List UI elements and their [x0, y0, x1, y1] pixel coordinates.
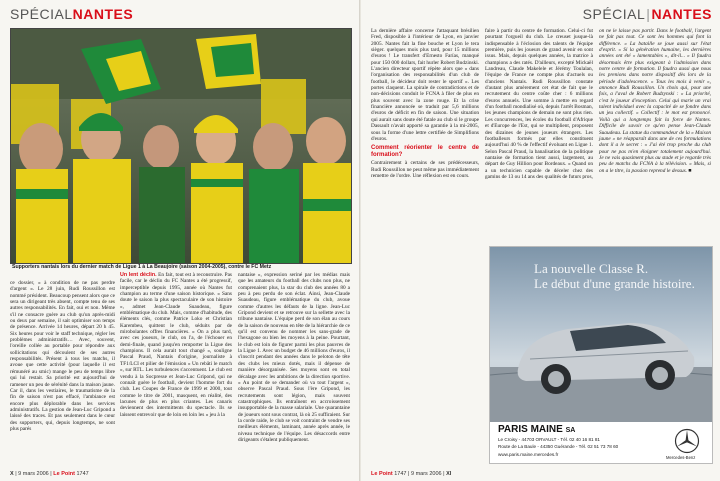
dealer-address-2: Route de La Baule - 44350 Guérande - Tél. 02 51 73 78 60 — [498, 444, 619, 449]
right-column-1 — [371, 28, 479, 179]
right-footer-left: Le Point 1747 | 9 mars 2006 | XI — [371, 471, 452, 477]
dealer-website: www.paris.maine.mercedes.fr — [498, 452, 559, 457]
right-column-3 — [599, 28, 711, 174]
right-column-2 — [485, 28, 593, 180]
right-col3-text: on ne le laisse pas partir. Dans le football, l'argent ne fait pas tout. Ce sont les hommes qui font la différence. » La bataille se joue aussi sur l'état d'esprit. « Si la génération humaine, les dernières années ont été « lamentables », dit-il... « Il faudra désormais être plus exigeant à l'admission dans notre centre de formation. Il faudra aussi que nous les prenions dans notre dispositif dès lors de la période d'adolescence. » Tous les mois à venir », annonce Rudi Roussillon. Un choix qui, pour une fois, a l'aval de Robert Budzynski : « La priorité, c'est le joueur d'exception. Celui qui marie un vrai talent individuel avec la capacité de se fondre dans un jeu collectif. » Collectif : le mot est prononcé. Voilà qui a longtemps fait la force de Nantes. Difficile de savoir ce qu'en pense Jean-Claude Suaudeau. La statue du commandeur de la « Maison jaune » ne réapparaît dans une de ces formulations dont il a le secret : « J'ai été trop proche du club pour ne pas m'en éloigner totalement aujourd'hui. Je ne vais quasiment plus au stade et je regarde très peu de matchs du FCNA à la télévision. » Mais, si on a le titre, la passion reprend le dessus. ■ — [599, 28, 711, 174]
left-page-number: X — [10, 471, 14, 477]
left-col2-paragraph — [120, 272, 232, 418]
ad-image — [490, 247, 712, 422]
left-col2-heading: Un lent déclin. — [120, 272, 157, 278]
ad-dealer-info — [490, 422, 712, 463]
supporters-photo — [10, 28, 352, 264]
brand-label: Mercedes-Benz — [666, 455, 696, 460]
right-col2-text: faire à partir du centre de formation. Celui-ci fut pourtant l'orgueil du club. Le creuset jusque-là indispensable à l'éclosion des talents de l'équipe première, puis les joueurs de grand avenir en sont issus. Mais, depuis quelques années, la matrice à champions a des ratés. D'ailleurs, excepté Mickaël Landreau, Claude Makelele et Jérémy Toulalan, l'équipe de France ne compte plus d'actuels ou d'anciens Nantais. Rudi Roussillon constate d'autant plus amèrement cet état de fait que le recrutement du centre coûte cher : 6 millions d'euros annuels. Une somme à mettre en regard d'un football mondialisé où, depuis l'arrêt Bosman, les jeunes champions de demain ne sont plus rien. Les concurrences, les écoles du football d'Afrique et d'Europe de l'Est, qui se multiplient, proposent des dizaines de jeunes joueurs étrangers. Les footballeurs formés par elles constituent aujourd'hui 40 % de l'effectif évoluant en Ligue 1. Selon Pascal Praud, la banalisation de la politique nantaise de formation tient aussi, largement, au départ de Guy Hillion pour Bordeaux. « Quand on a un technicien capable de déceler chez des gamins de 13 ou 14 ans des qualités de futurs pros, — [485, 28, 593, 180]
ad-title-line1: La nouvelle Classe R. — [534, 261, 649, 276]
left-footer-issue: 1747 — [76, 471, 89, 477]
section-header-right: SPÉCIAL|NANTES — [582, 6, 712, 22]
right-footer-date: 9 mars 2006 — [410, 471, 442, 477]
right-footer-issue: 1747 — [394, 471, 407, 477]
left-footer: X | 9 mars 2006 | Le Point 1747 — [10, 471, 89, 477]
mercedes-star-icon — [674, 428, 700, 454]
dealer-name — [498, 424, 575, 435]
mercedes-advertisement — [489, 246, 713, 464]
header-city: NANTES — [72, 6, 134, 22]
ad-headline — [534, 261, 695, 291]
left-col1-text: ce dossier, « à condition de ne pas perdre d'argent ». Le 28 juin, Rudi Roussillon est nommé président. Beaucoup pensent alors que ce sera un dirigeant très absent, compte tenu de ses autres responsabilités. En fait, oui et non. Même s'il ne consacre guère au club qu'un après-midi ou deux par semaine, il sait optimiser son temps de présence. Arrivée 14 heures, départ 20 h 45. Six heures pour voir le staff technique, régler les problèmes administratifs… Avec, souvent, l'oreille collée au portable pour répondre aux sollicitations qui découlent de ses autres responsabilités. Présent à tous les matchs, il avoue que cette activité (pour laquelle il est rémunéré au smic) mange le peu de temps libre qui lui restait. Sa priorité est aujourd'hui de ramener un peu de sérénité dans la maison jaune. Car il, dans les vestiaires, le traumatisme de la fin de saison n'est pas effacé, l'ambiance est encore plus déplorable dans les services administratifs. La gestion de Jean-Luc Gripond a laissé des traces. Et pas seulement dans le cœur des supporters, qui, depuis longtemps, ne sont plus parés — [10, 280, 115, 432]
header-special: SPÉCIAL — [10, 6, 73, 22]
right-footer-magazine: Le Point — [371, 471, 393, 477]
right-subheading: Comment réorienter le centre de formation? — [371, 145, 479, 159]
photo-caption: Supporters nantais lors du dernier match de Ligue 1 à La Beaujoire (saison 2004-2005), contre le FC Metz — [12, 264, 272, 270]
left-column-3 — [238, 272, 350, 443]
ad-title-line2: Le début d'une grande histoire. — [534, 276, 695, 291]
dealer-suffix: SA — [565, 427, 576, 434]
left-column-2 — [120, 272, 232, 418]
left-column-1 — [10, 280, 115, 432]
header-special-right: SPÉCIAL — [582, 6, 646, 22]
left-page — [0, 0, 359, 481]
header-city-right: NANTES — [651, 6, 712, 22]
left-col2-text: En fait, tout est à reconstruire. Pas facile, car le déclin du FC Nantes a été progressif, imperceptible depuis 1995, année où Nantes fut champion au terme d'une saison historique. « Sans doute le saison la plus spectaculaire de son histoire », admet Jean-Claude Suaudeau, figure emblématique du club. Mais, comme d'habitude, des éléments clés, comme Patrice Loko et Christian Karembeu, quittent le club, séduits par de mirobolantes offres financières. « On a plus tard, avec ces joueurs, le club, on l'a, de l'échouer en demi-finale, quand jusqu'en remporter la Ligue des champions. Il cela aurait tout changé », souligne Pascal Praud, Nantais d'origine, journaliste à TF1/LCI et pilier de l'émission « Un rebâti le match », sur RTL. Les turbulences s'accentuent. Le club est vendu à la Socpresse et Jean-Luc Gripond, qui ne connaît guère le football, devient l'homme fort du club. Les Coupes de France de 1999 et 2000, tout comme le titre de 2001, masquent, en réalité, des lacunes de plus en plus criantes. Les canaris deviennent des intermittents du spectacle. Ils se laissent entrevoir que de loin en loin les « jeu à la — [120, 272, 232, 418]
left-footer-date: 9 mars 2006 — [18, 471, 49, 477]
right-page-number: XI — [446, 471, 452, 477]
right-col1b-text: Contrairement à certains de ses prédécesseurs, Rudi Roussillon ne peut même pas immédiatement remettre de l'ordre. Une réflexion est en cours. — [371, 160, 479, 179]
left-footer-magazine: Le Point — [53, 471, 75, 477]
right-col1-text: La dernière affaire concerne l'attaquant brésilien Fred, disposible à l'intérieur de Lyon, en janvier 2005. Nantes fait la fine bouche et Lyon le tera sièger. quelques mois plus tard, pour 15 millions d'euros ! Le transfert d'Ernesto Farías, manqué pour 150 000 dollars, fait hurler Robert Budzinski. L'ancien directeur sportif répète alors que « dans l'organisation des responsabilités d'un club de football, le décideur doit rester le sportif ». Les portes claquent. La spirale de contradictions et de non-décisions conduit le FCNA à filer de plus en plus souvent avec la zone rouge. Et la crise financière annoncée se traduit par 5,6 millions d'euros de déficit en fin de saison. Une situation qui aurait sans doute été fatale au club si le groupe Dassault n'avait apporté sa garantie à la mi-2005, sous la forme d'une lettre certifiée de Simplifions d'euros. — [371, 28, 479, 142]
left-col3-text: nantaise », expression seriné par les médias mais que les amateurs du football des clubs non plus, ne comprenaient plus, la star du club des années 80 a peu à peu perdu de son éclat. Ainsi, Jean-Claude Suaudeau, figure emblématique du club, avoue comme d'autres les défauts de la ligne. Jean-Luc Gripond devient et se retrouve sur la sellette avec la tribune nantaise. L'équipe perd de son élan au cours de la saison de nouveau en tête de la hiérarchie de ce qu'il est convenu de nommer les sans-grade de l'hexagone ou bien les moyens à la peine. Pourtant, le club est loin de figurer parmi les plus pauvres de la Ligue 1. Avec un budget de 46 millions d'euros, il s'inscrit pendant des années dans le peloton de tête des clubs les mieux dotés, mais il dépense de manière désorganisée. Ses moyens sont en total décalage avec les ambitions de la direction sportive. « Au point de se demander où va tout l'argent », observe Pascal Praud. Sous l'ère Gripond, les recrutements sont légion, mais souvent catastrophiques. Ils entraînent en accroissement insupportable de la masse salariale. Une quarantaine de joueurs sont sous contrat, là où 25 suffiraient. Sur la corde raide, le club se voit contraint de vendre ses meilleurs éléments, laminant, année après année, le niveau technique de l'équipe. Les désaccords entre dirigeants s'étalent publiquement. — [238, 272, 350, 443]
dealer-address-1: Le Croisy - 44703 ORVAULT - Tél. 02 40 16 81 81 — [498, 437, 600, 442]
section-header — [10, 6, 133, 22]
dealer-name-main: PARIS MAINE — [498, 424, 563, 435]
